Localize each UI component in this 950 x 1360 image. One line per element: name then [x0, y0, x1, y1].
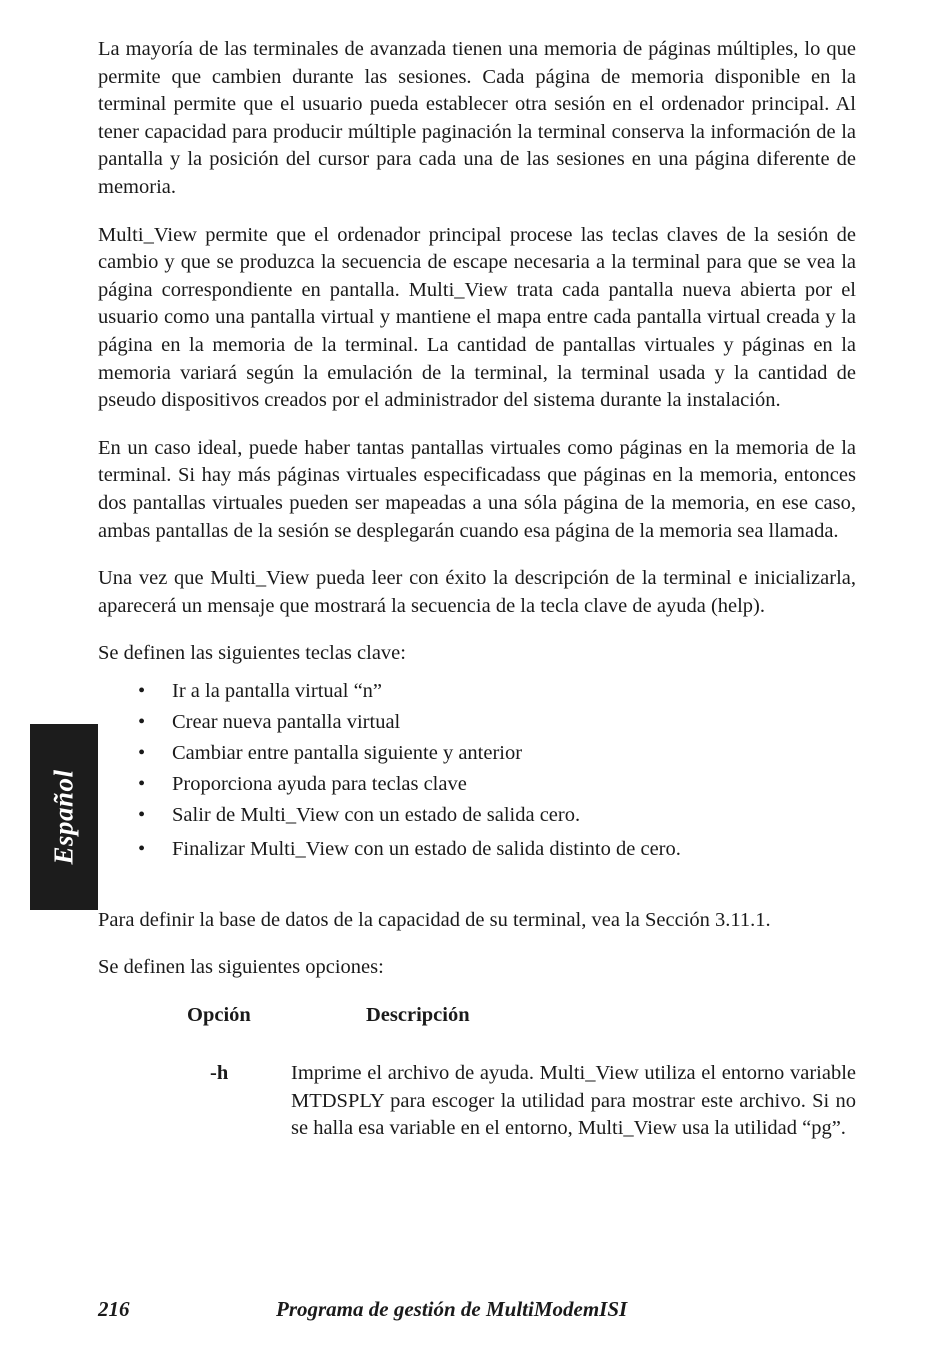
- language-tab-label: Español: [48, 769, 79, 865]
- list-item: • Salir de Multi_View con un estado de salida cero.: [98, 800, 856, 831]
- footer-title: Programa de gestión de MultiModemISI: [276, 1297, 628, 1321]
- bullet-icon: •: [138, 741, 146, 764]
- bullet-icon: •: [138, 710, 146, 733]
- description-column-header: Descripción: [366, 1004, 470, 1027]
- capability-database-note: Para definir la base de datos de la capacidad de su terminal, vea la Sección 3.11.1.: [98, 908, 771, 931]
- page-body: [98, 36, 856, 1143]
- bullet-icon: •: [138, 679, 146, 702]
- bullet-icon: •: [138, 803, 146, 826]
- list-item: • Finalizar Multi_View con un estado de salida distinto de cero.: [98, 834, 856, 865]
- list-item: • Crear nueva pantalla virtual: [98, 707, 856, 738]
- options-intro: Se definen las siguientes opciones:: [98, 956, 384, 979]
- table-row: [98, 1060, 856, 1143]
- bullet-icon: •: [138, 772, 146, 795]
- list-item: • Cambiar entre pantalla siguiente y anterior: [98, 738, 856, 769]
- option-column-header: Opción: [187, 1004, 251, 1027]
- paragraph-help-message: Una vez que Multi_View pueda leer con éxito la descripción de la terminal e inicializarla, aparecerá un mensaje que mostrará la secuencia de la tecla clave de ayuda (help).: [98, 567, 856, 617]
- key-list: [98, 676, 856, 865]
- list-item: • Proporciona ayuda para teclas clave: [98, 769, 856, 800]
- paragraph-ideal-case: En un caso ideal, puede haber tantas pantallas virtuales como páginas en la memoria de la terminal. Si hay más páginas virtuales especificadass que páginas en la memoria, entonces dos pantallas virtuales pueden ser mapeadas a una sóla página de la memoria, en ese caso, ambas pantallas de la sesión se desplegarán cuando esa página de la memoria sea llamada.: [98, 436, 856, 542]
- option-description: Imprime el archivo de ayuda. Multi_View utiliza el entorno variable MTDSPLY para escoger la utilidad para mostrar este archivo. Si no se halla esa variable en el entorno, Multi_View usa la utilidad “pg”.: [291, 1062, 856, 1140]
- intro-paragraph-multipage-memory: La mayoría de las terminales de avanzada tienen una memoria de páginas múltiples, lo que permite que cambien durante las sesiones. Cada página de memoria disponible en la terminal permite que el usuario pueda establecer otra sesión en el ordenador principal. Al tener capacidad para producir múltiple paginación la terminal conserva la información de la pantalla y la posición del cursor para cada una de las sesiones en una página diferente de memoria.: [98, 38, 856, 198]
- bullet-icon: •: [138, 837, 146, 860]
- language-side-tab: [30, 724, 98, 910]
- options-table-header: [98, 1002, 856, 1060]
- option-flag: -h: [210, 1062, 229, 1085]
- key-list-intro: Se definen las siguientes teclas clave:: [98, 642, 406, 665]
- paragraph-multiview-virtual-screens: Multi_View permite que el ordenador principal procese las teclas claves de la sesión de cambio y que se produzca la secuencia de escape necesaria a la terminal para que se vea la página correspondiente en pantalla. Multi_View trata cada pantalla nueva abierta por el usuario como una pantalla virtual y mantiene el mapa entre cada pantalla virtual creada y la página en la memoria de la terminal. La cantidad de pantallas virtuales y páginas en la memoria variará según la emulación de la terminal, la terminal usada y la cantidad de pseudo dispositivos creados por el administrador del sistema durante la instalación.: [98, 223, 856, 412]
- page-number: 216: [98, 1297, 130, 1321]
- list-item: • Ir a la pantalla virtual “n”: [98, 676, 856, 707]
